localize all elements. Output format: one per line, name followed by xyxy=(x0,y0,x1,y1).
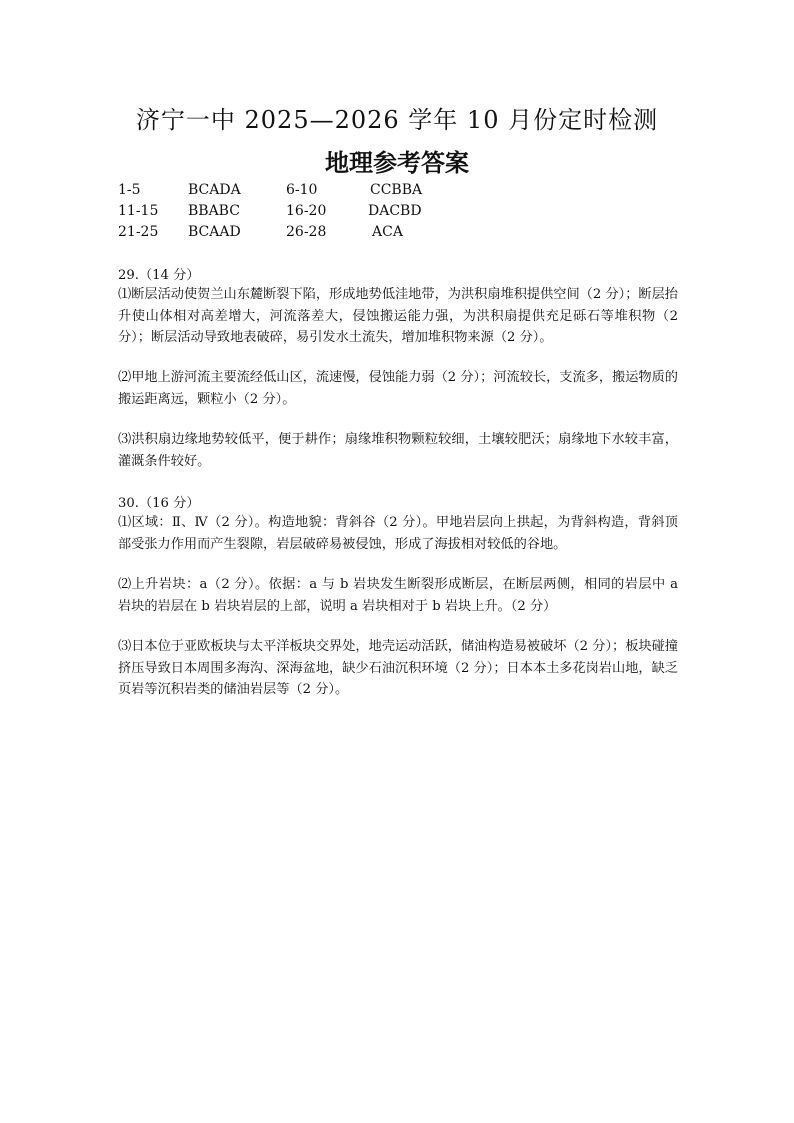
answer-range: 6-10 xyxy=(286,182,318,198)
answer-letters: BBABC xyxy=(188,203,240,219)
answer-range: 21-25 xyxy=(118,224,159,240)
answer-key xyxy=(118,180,458,246)
question-30-part-2: ⑵上升岩块：a（2 分）。依据：a 与 b 岩块发生断裂形成断层，在断层两侧，相同的岩层中 a 岩块的岩层在 b 岩块岩层的上部，说明 a 岩块相对于 b 岩块上升。（2 分） xyxy=(118,577,678,614)
answer-letters: ACA xyxy=(372,224,403,240)
question-29-heading: 29.（14 分） xyxy=(118,268,200,283)
answer-range: 26-28 xyxy=(286,224,327,240)
question-29-part-1: ⑴断层活动使贺兰山东麓断裂下陷，形成地势低洼地带，为洪积扇堆积提供空间（2 分）；断层抬升使山体相对高差增大，河流落差大，侵蚀搬运能力强，为洪积扇提供充足砾石等堆积物（2 分）；断层活动导致地表破碎，易引发水土流失，增加堆积物来源（2 分）。 xyxy=(118,287,678,345)
answer-letters: CCBBA xyxy=(370,182,423,198)
answer-letters: BCAAD xyxy=(188,224,241,240)
answer-range: 1-5 xyxy=(118,182,141,198)
answer-letters: BCADA xyxy=(188,182,241,198)
question-30-part-1: ⑴区域：Ⅱ、Ⅳ（2 分）。构造地貌：背斜谷（2 分）。甲地岩层向上拱起，为背斜构造，背斜顶部受张力作用而产生裂隙，岩层破碎易被侵蚀，形成了海拔相对较低的谷地。 xyxy=(118,515,678,552)
question-29-part-3: ⑶洪积扇边缘地势较低平，便于耕作；扇缘堆积物颗粒较细，土壤较肥沃；扇缘地下水较丰富，灌溉条件较好。 xyxy=(118,432,678,469)
question-30-heading: 30.（16 分） xyxy=(118,496,200,511)
answer-letters: DACBD xyxy=(368,203,422,219)
answer-row xyxy=(118,180,458,201)
answer-range: 16-20 xyxy=(286,203,327,219)
answer-range: 11-15 xyxy=(118,203,159,219)
answer-row xyxy=(118,201,458,222)
answer-row xyxy=(118,222,458,243)
question-30-part-3: ⑶日本位于亚欧板块与太平洋板块交界处，地壳运动活跃，储油构造易被破坏（2 分）；板块碰撞挤压导致日本周围多海沟、深海盆地，缺少石油沉积环境（2 分）；日本本土多花岗岩山地，缺乏页岩等沉积岩类的储油岩层等（2 分）。 xyxy=(118,639,678,697)
question-29-part-2: ⑵甲地上游河流主要流经低山区，流速慢，侵蚀能力弱（2 分）；河流较长，支流多，搬运物质的搬运距离远，颗粒小（2 分）。 xyxy=(118,370,678,407)
document-title: 济宁一中 2025—2026 学年 10 月份定时检测 xyxy=(135,106,659,134)
document-subtitle: 地理参考答案 xyxy=(325,148,469,177)
